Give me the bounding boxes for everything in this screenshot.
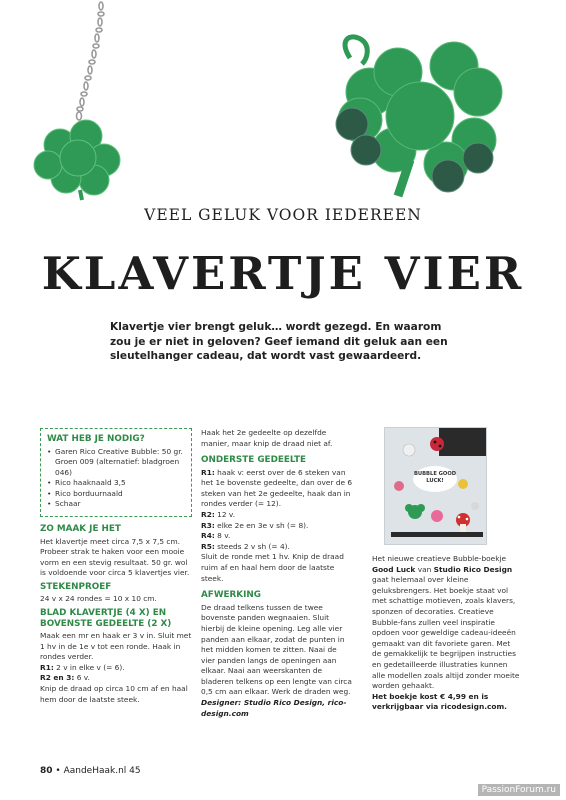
gauge-text: 24 v x 24 rondes = 10 x 10 cm.	[40, 594, 157, 604]
materials-heading: WAT HEB JE NODIG?	[47, 434, 145, 444]
bottom-end: Sluit de ronde met 1 hv. Knip de draad ruim af en haal hem door de laatste steek.	[201, 552, 344, 583]
round-label: R3:	[201, 520, 215, 530]
gauge-heading: STEKENPROEF	[40, 581, 112, 592]
leaf-heading: BLAD KLAVERTJE (4 X) EN BOVENSTE GEDEELTE (2 X)	[40, 608, 172, 629]
bottom-heading: ONDERSTE GEDEELTE	[201, 455, 307, 466]
round-label: R1:	[201, 467, 215, 477]
kicker: VEEL GELUK VOOR IEDEREEN	[144, 206, 422, 224]
horseshoe-icon	[458, 479, 468, 489]
book-publisher: Studio Rico Design	[433, 564, 513, 574]
keychain-chain	[77, 2, 105, 120]
bottom-round-3	[201, 521, 353, 532]
watermark: PassionForum.ru	[478, 784, 560, 796]
bottom-round-1	[201, 468, 353, 510]
big-clover	[336, 42, 502, 196]
make-heading: ZO MAAK JE HET	[40, 524, 121, 535]
column-right	[372, 554, 520, 713]
issue-number: 45	[129, 766, 141, 776]
make-text: Het klavertje meet circa 7,5 x 7,5 cm. Probeer strak te haken voor een mooie vorm en een stevig resultaat. 50 gr. wol is voldoende voor circa 5 klavertjes vier.	[40, 536, 190, 578]
book-price: Het boekje kost € 4,99 en is verkrijgbaar via ricodesign.com.	[372, 691, 507, 712]
leaf-intro: Maak een mr en haak er 3 v in. Sluit met 1 hv in de 1e v tot een ronde. Haak in rondes verder.	[40, 631, 192, 662]
book-cover-title: BUBBLE GOOD LUCK!	[413, 466, 457, 492]
round-text: steeds 2 v sh (= 4).	[214, 541, 290, 551]
footer-bullet: •	[55, 766, 61, 776]
bottom-round-4	[201, 531, 353, 542]
header-photo	[0, 0, 566, 205]
materials-item: • Rico haaknaald 3,5	[47, 478, 185, 489]
materials-list	[47, 447, 185, 511]
bottom-round-2	[201, 510, 353, 521]
leaf-end: Knip de draad op circa 10 cm af en haal hem door de laatste steek.	[40, 684, 188, 704]
ladybug-icon	[430, 437, 444, 451]
second-part-text: Haak het 2e gedeelte op dezelfde manier, maar knip de draad niet af.	[201, 428, 333, 448]
round-label: R4:	[201, 531, 215, 541]
book-name: Good Luck	[372, 564, 416, 574]
page-title: KLAVERTJE VIER	[41, 247, 525, 300]
big-clover-loop	[345, 37, 367, 64]
round-text: 12 v.	[214, 510, 236, 520]
round-text: elke 2e en 3e v sh (= 8).	[214, 520, 309, 530]
round-text: haak v: eerst over de 6 steken van het 1e bovenste gedeelte, dan over de 6 steken van het 2e gedeelte, haak dan in rondes verder (= 12).	[201, 467, 353, 509]
round-label: R2 en 3:	[40, 673, 75, 683]
round-label: R2:	[201, 510, 215, 520]
book-cover	[384, 427, 487, 545]
book-text-a: Het nieuwe creatieve Bubble-boekje	[372, 554, 507, 563]
materials-item: • Schaar	[47, 499, 185, 510]
intro-text: Klavertje vier brengt geluk… wordt gezegd. En waarom zou je er niet in geloven? Geef iemand dit geluk aan een sleutelhanger cadeau, dat wordt vast gewaardeerd.	[110, 321, 448, 362]
book-text-c: van	[415, 564, 434, 574]
book-description	[372, 554, 520, 692]
column-left	[40, 428, 192, 705]
footer-site: AandeHaak.nl	[63, 766, 127, 776]
round-label: R1:	[40, 662, 54, 672]
designer-credit: Designer: Studio Rico Design, rico-design.com	[201, 698, 347, 718]
round-text: 8 v.	[214, 531, 231, 541]
clover-photo	[0, 0, 566, 205]
round-text: 6 v.	[74, 673, 90, 683]
page-footer	[40, 766, 141, 776]
materials-box	[40, 428, 192, 517]
leaf-round-2	[40, 673, 192, 684]
column-middle	[201, 428, 353, 719]
book-text-e: gaat helemaal over kleine geluksbrengers. Het boekje staat vol met schattige motieven, zoals klavers, sponzen of decoraties. Creatieve Bubble-fans zullen veel inspiratie opdoen voor geweldige cadeau-ideeën gemaakt van dit favoriete garen. Met de gemakkelijk te begrijpen instructies en gedetailleerde illustraties kunnen alle modellen zoals altijd zonder moeite worden gehaakt.	[372, 575, 520, 691]
materials-item: • Rico borduurnaald	[47, 489, 185, 500]
round-text: 2 v in elke v (= 6).	[53, 662, 125, 672]
finish-heading: AFWERKING	[201, 590, 261, 601]
materials-item: • Garen Rico Creative Bubble: 50 gr. Groen 009 (alternatief: bladgroen 046)	[47, 447, 185, 479]
leaf-round-1	[40, 663, 192, 674]
finish-text: De draad telkens tussen de twee bovenste panden wegnaaien. Sluit hierbij de kleine opening. Leg alle vier panden aan elkaar, zodat de punten in het midden komen te zitten. Naai de vier panden langs de openingen aan elkaar. Naai aan weerskanten de bladeren telkens op een lengte van circa 0,5 cm aan elkaar. Werk de draden weg.	[201, 602, 352, 697]
bottom-round-5	[201, 542, 353, 553]
round-label: R5:	[201, 541, 215, 551]
small-clover	[34, 120, 120, 200]
page-number: 80	[40, 766, 53, 776]
